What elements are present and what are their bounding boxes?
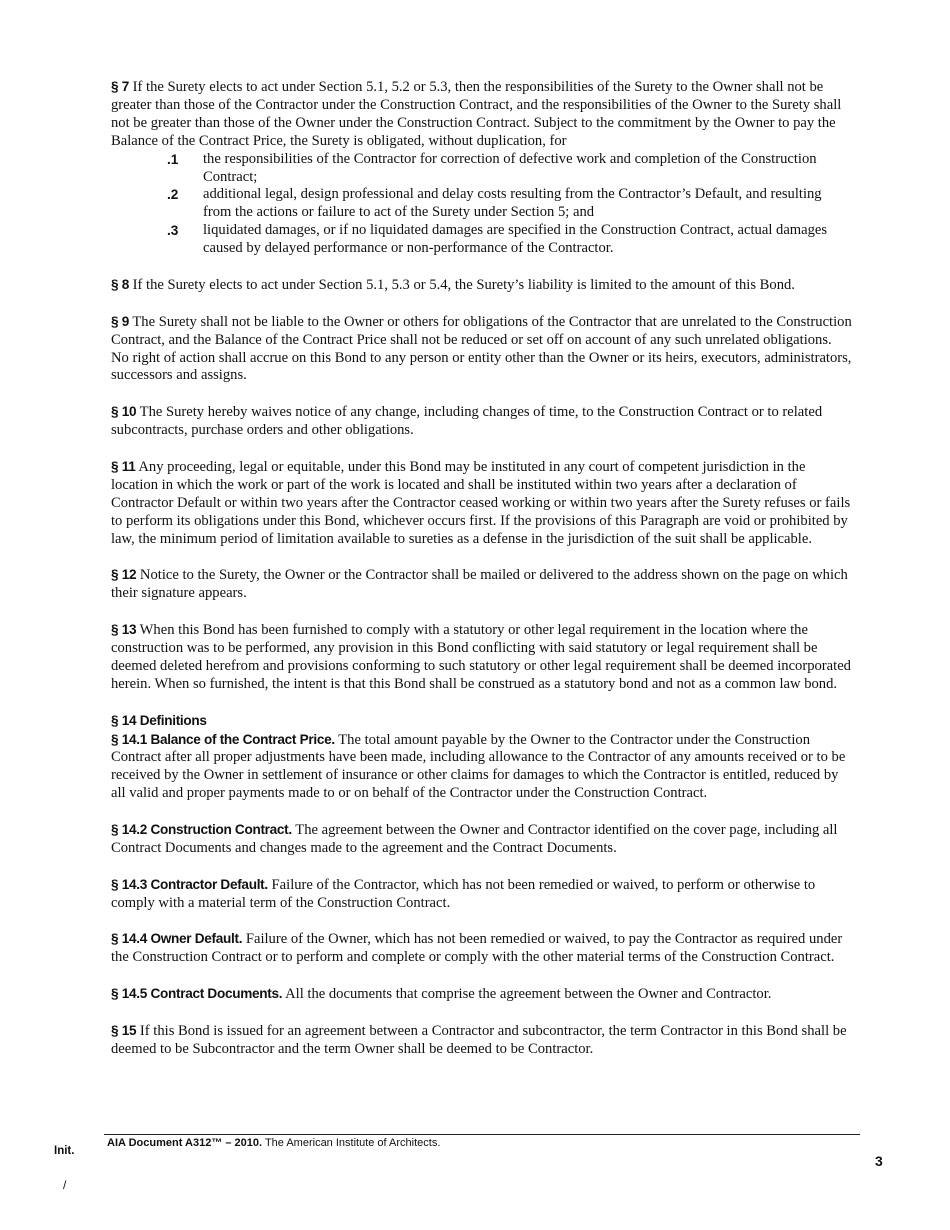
section-number: § 9: [111, 313, 129, 329]
section-number: § 7: [111, 79, 129, 94]
section-8: [111, 276, 853, 295]
definition-term: § 14.5 Contract Documents.: [111, 986, 283, 1002]
document-body: [111, 78, 853, 1077]
list-item: [111, 151, 853, 187]
section-text: Any proceeding, legal or equitable, under this Bond may be instituted in any court of competent jurisdiction in the location in which the work or part of the work is located and shall be instituted within two years after a declaration of Contractor Default or within two years after the Contractor ceased working or within two years after the Surety refuses or fails to perform its obligations under this Bond, whichever occurs first. If the provisions of this Paragraph are void or prohibited by law, the minimum period of limitation available to sureties as a defense in the jurisdiction of the suit shall be applicable.: [111, 458, 851, 547]
section-14-4: [111, 930, 853, 967]
footer-divider: [104, 1134, 860, 1135]
section-12: [111, 566, 853, 603]
section-14-1: [111, 731, 853, 804]
section-text: The Surety shall not be liable to the Owner or others for obligations of the Contractor that are unrelated to the Construction Contract, and the Balance of the Contract Price shall not be reduced or set off on account of any such unrelated obligations. No right of action shall accrue on this Bond to any person or entity other than the Owner or its heirs, executors, administrators, successors and assigns.: [111, 313, 852, 384]
definition-term: § 14.2 Construction Contract.: [111, 822, 292, 838]
definition-term: § 14.4 Owner Default.: [111, 931, 243, 947]
section-11: [111, 458, 853, 549]
section-number: § 11: [111, 458, 136, 474]
definition-term: § 14.3 Contractor Default.: [111, 876, 268, 892]
section-text: If the Surety elects to act under Section 5.1, 5.2 or 5.3, then the responsibilities of the Surety to the Owner shall not be greater than those of the Contractor under the Construction Contract, and the responsibilities of the Owner to the Surety shall not be greater than those of the Owner under the Construction Contract. Subject to the commitment by the Owner to pay the Balance of the Contract Price, the Surety is obligated, without duplication, for: [111, 79, 842, 149]
definition-term: § 14.1 Balance of the Contract Price.: [111, 731, 335, 747]
section-14-5: [111, 985, 853, 1004]
section-9: [111, 313, 853, 386]
section-text: When this Bond has been furnished to comply with a statutory or other legal requirement in the location where the construction was to be performed, any provision in this Bond conflicting with said statutory or legal requirement shall be deemed deleted herefrom and provisions conforming to such statutory or other legal requirement shall be deemed incorporated herein. When so furnished, the intent is that this Bond shall be construed as a statutory bond and not as a common law bond.: [111, 622, 851, 692]
section-number: § 12: [111, 567, 137, 583]
section-10: [111, 403, 853, 440]
section-7: [111, 78, 853, 151]
section-heading: § 14 Definitions: [111, 712, 207, 728]
list-item: [111, 222, 853, 258]
section-14-2: [111, 821, 853, 858]
definition-text: The total amount payable by the Owner to the Contractor under the Construction Contract after all proper adjustments have been made, including allowance to the Contractor of any amounts received or to be received by the Owner in settlement of insurance or other claims for damages to which the Contractor is entitled, reduced by all valid and proper payments made to or on behalf of the Contractor under the Construction Contract.: [111, 731, 846, 802]
list-item-number: .3: [167, 223, 179, 239]
list-item-number: .1: [167, 151, 179, 167]
section-number: § 10: [111, 404, 137, 420]
section-text: Notice to the Surety, the Owner or the Contractor shall be mailed or delivered to the address shown on the page on which their signature appears.: [111, 567, 848, 602]
definition-text: All the documents that comprise the agreement between the Owner and Contractor.: [285, 986, 772, 1003]
section-number: § 13: [111, 622, 137, 638]
page-number: 3: [875, 1153, 883, 1169]
section-number: § 15: [111, 1022, 137, 1038]
section-14-3: [111, 876, 853, 913]
definition-text: The agreement between the Owner and Contractor identified on the cover page, including all Contract Documents and changes made to the agreement and the Contract Documents.: [111, 822, 838, 856]
footer-document-name: AIA Document A312™ – 2010.: [107, 1137, 263, 1149]
list-item-text: the responsibilities of the Contractor for correction of defective work and completion of the Construction Contract;: [203, 150, 817, 185]
section-number: § 8: [111, 276, 129, 292]
definition-text: Failure of the Contractor, which has not been remedied or waived, to perform or otherwise to comply with a material term of the Construction Contract.: [111, 876, 816, 911]
footer-document-info: [107, 1137, 440, 1149]
section-14-heading: [111, 712, 853, 731]
init-slash: /: [63, 1178, 67, 1192]
section-text: If the Surety elects to act under Section 5.1, 5.3 or 5.4, the Surety’s liability is limited to the amount of this Bond.: [132, 276, 795, 293]
list-item-text: additional legal, design professional and delay costs resulting from the Contractor’s Default, and resulting from the actions or failure to act of the Surety under Section 5; and: [203, 186, 822, 221]
section-text: If this Bond is issued for an agreement between a Contractor and subcontractor, the term Contractor in this Bond shall be deemed to be Subcontractor and the term Owner shall be deemed to be Contractor.: [111, 1022, 847, 1057]
section-text: The Surety hereby waives notice of any change, including changes of time, to the Construction Contract or to related subcontracts, purchase orders and other obligations.: [111, 404, 823, 439]
list-item: [111, 186, 853, 222]
list-item-text: liquidated damages, or if no liquidated damages are specified in the Construction Contract, actual damages caused by delayed performance or non-performance of the Contractor.: [203, 222, 828, 257]
section-15: [111, 1022, 853, 1059]
init-label: Init.: [54, 1145, 75, 1157]
section-13: [111, 621, 853, 694]
definition-text: Failure of the Owner, which has not been remedied or waived, to pay the Contractor as required under the Construction Contract or to perform and complete or comply with the other material terms of the Construction Contract.: [111, 931, 843, 966]
list-item-number: .2: [167, 187, 179, 203]
footer-publisher: The American Institute of Architects.: [264, 1137, 441, 1149]
section-7-list: [111, 151, 853, 258]
